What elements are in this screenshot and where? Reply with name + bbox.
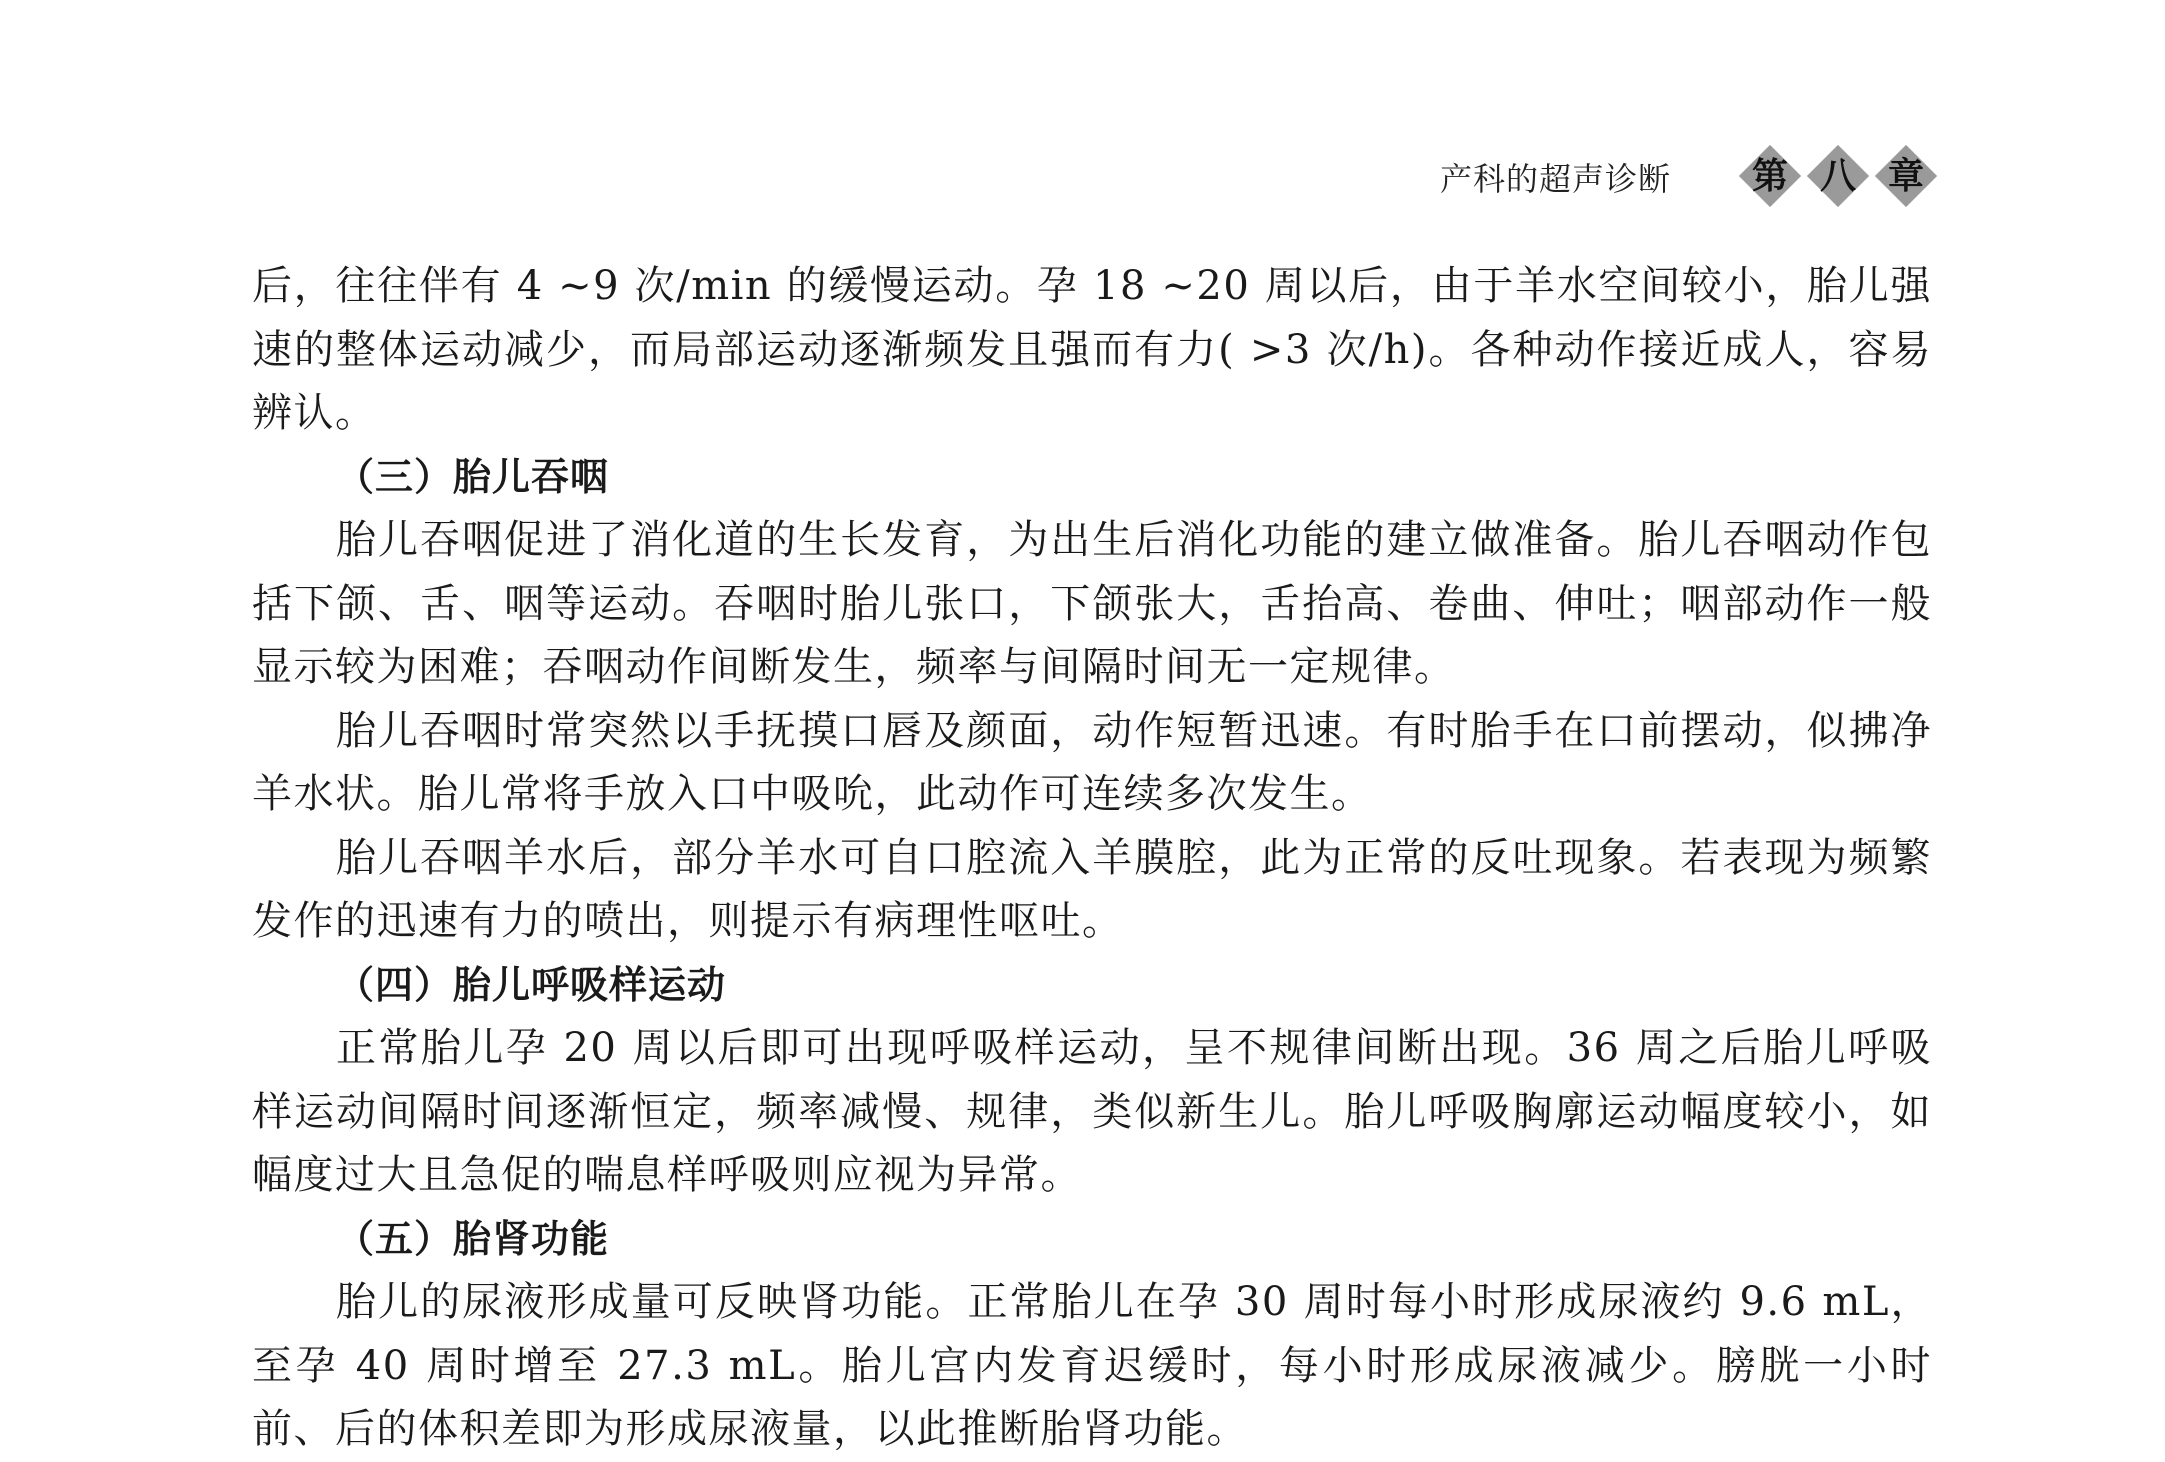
paragraph-swallowing-3: 胎儿吞咽羊水后，部分羊水可自口腔流入羊膜腔，此为正常的反吐现象。若表现为频繁发作的迅速有力的喷出，则提示有病理性呕吐。 [252, 834, 1932, 944]
paragraph-swallowing-2: 胎儿吞咽时常突然以手抚摸口唇及颜面，动作短暂迅速。有时胎手在口前摆动，似拂净羊水状。胎儿常将手放入口中吸吮，此动作可连续多次发生。 [252, 707, 1932, 817]
paragraph-kidney: 胎儿的尿液形成量可反映肾功能。正常胎儿在孕 30 周时每小时形成尿液约 9.6 mL，至孕 40 周时增至 27.3 mL。胎儿宫内发育迟缓时，每小时形成尿液减少。膀胱一小时前、后的体积差即为形成尿液量，以此推断胎肾功能。 [252, 1279, 1932, 1452]
chapter-diamond-3 [1876, 146, 1936, 206]
heading-fetal-swallowing: （三）胎儿吞咽 [336, 454, 610, 499]
chapter-char-3: 章 [1887, 155, 1924, 197]
heading-fetal-kidney: （五）胎肾功能 [336, 1216, 610, 1261]
heading-fetal-breathing: （四）胎儿呼吸样运动 [336, 962, 727, 1007]
chapter-badge [1740, 140, 1940, 212]
chapter-char-2: 八 [1819, 155, 1856, 197]
section-running-title: 产科的超声诊断 [1440, 160, 1672, 198]
chapter-char-1: 第 [1751, 155, 1788, 197]
chapter-diamond-2 [1808, 146, 1868, 206]
paragraph-breathing: 正常胎儿孕 20 周以后即可出现呼吸样运动，呈不规律间断出现。36 周之后胎儿呼吸样运动间隔时间逐渐恒定，频率减慢、规律，类似新生儿。胎儿呼吸胸廓运动幅度较小，如幅度过大且急促的喘息样呼吸则应视为异常。 [252, 1025, 1932, 1198]
body-text [252, 255, 1932, 1462]
chapter-diamond-1 [1740, 146, 1800, 206]
paragraph-swallowing-1: 胎儿吞咽促进了消化道的生长发育，为出生后消化功能的建立做准备。胎儿吞咽动作包括下颌、舌、咽等运动。吞咽时胎儿张口，下颌张大，舌抬高、卷曲、伸吐；咽部动作一般显示较为困难；吞咽动作间断发生，频率与间隔时间无一定规律。 [252, 517, 1932, 690]
running-header [1440, 140, 1940, 212]
paragraph-continued: 后，往往伴有 4 ~9 次/min 的缓慢运动。孕 18 ~20 周以后，由于羊水空间较小，胎儿强速的整体运动减少，而局部运动逐渐频发且强而有力( >3 次/h)。各种动作接近成人，容易辨认。 [252, 263, 1932, 436]
